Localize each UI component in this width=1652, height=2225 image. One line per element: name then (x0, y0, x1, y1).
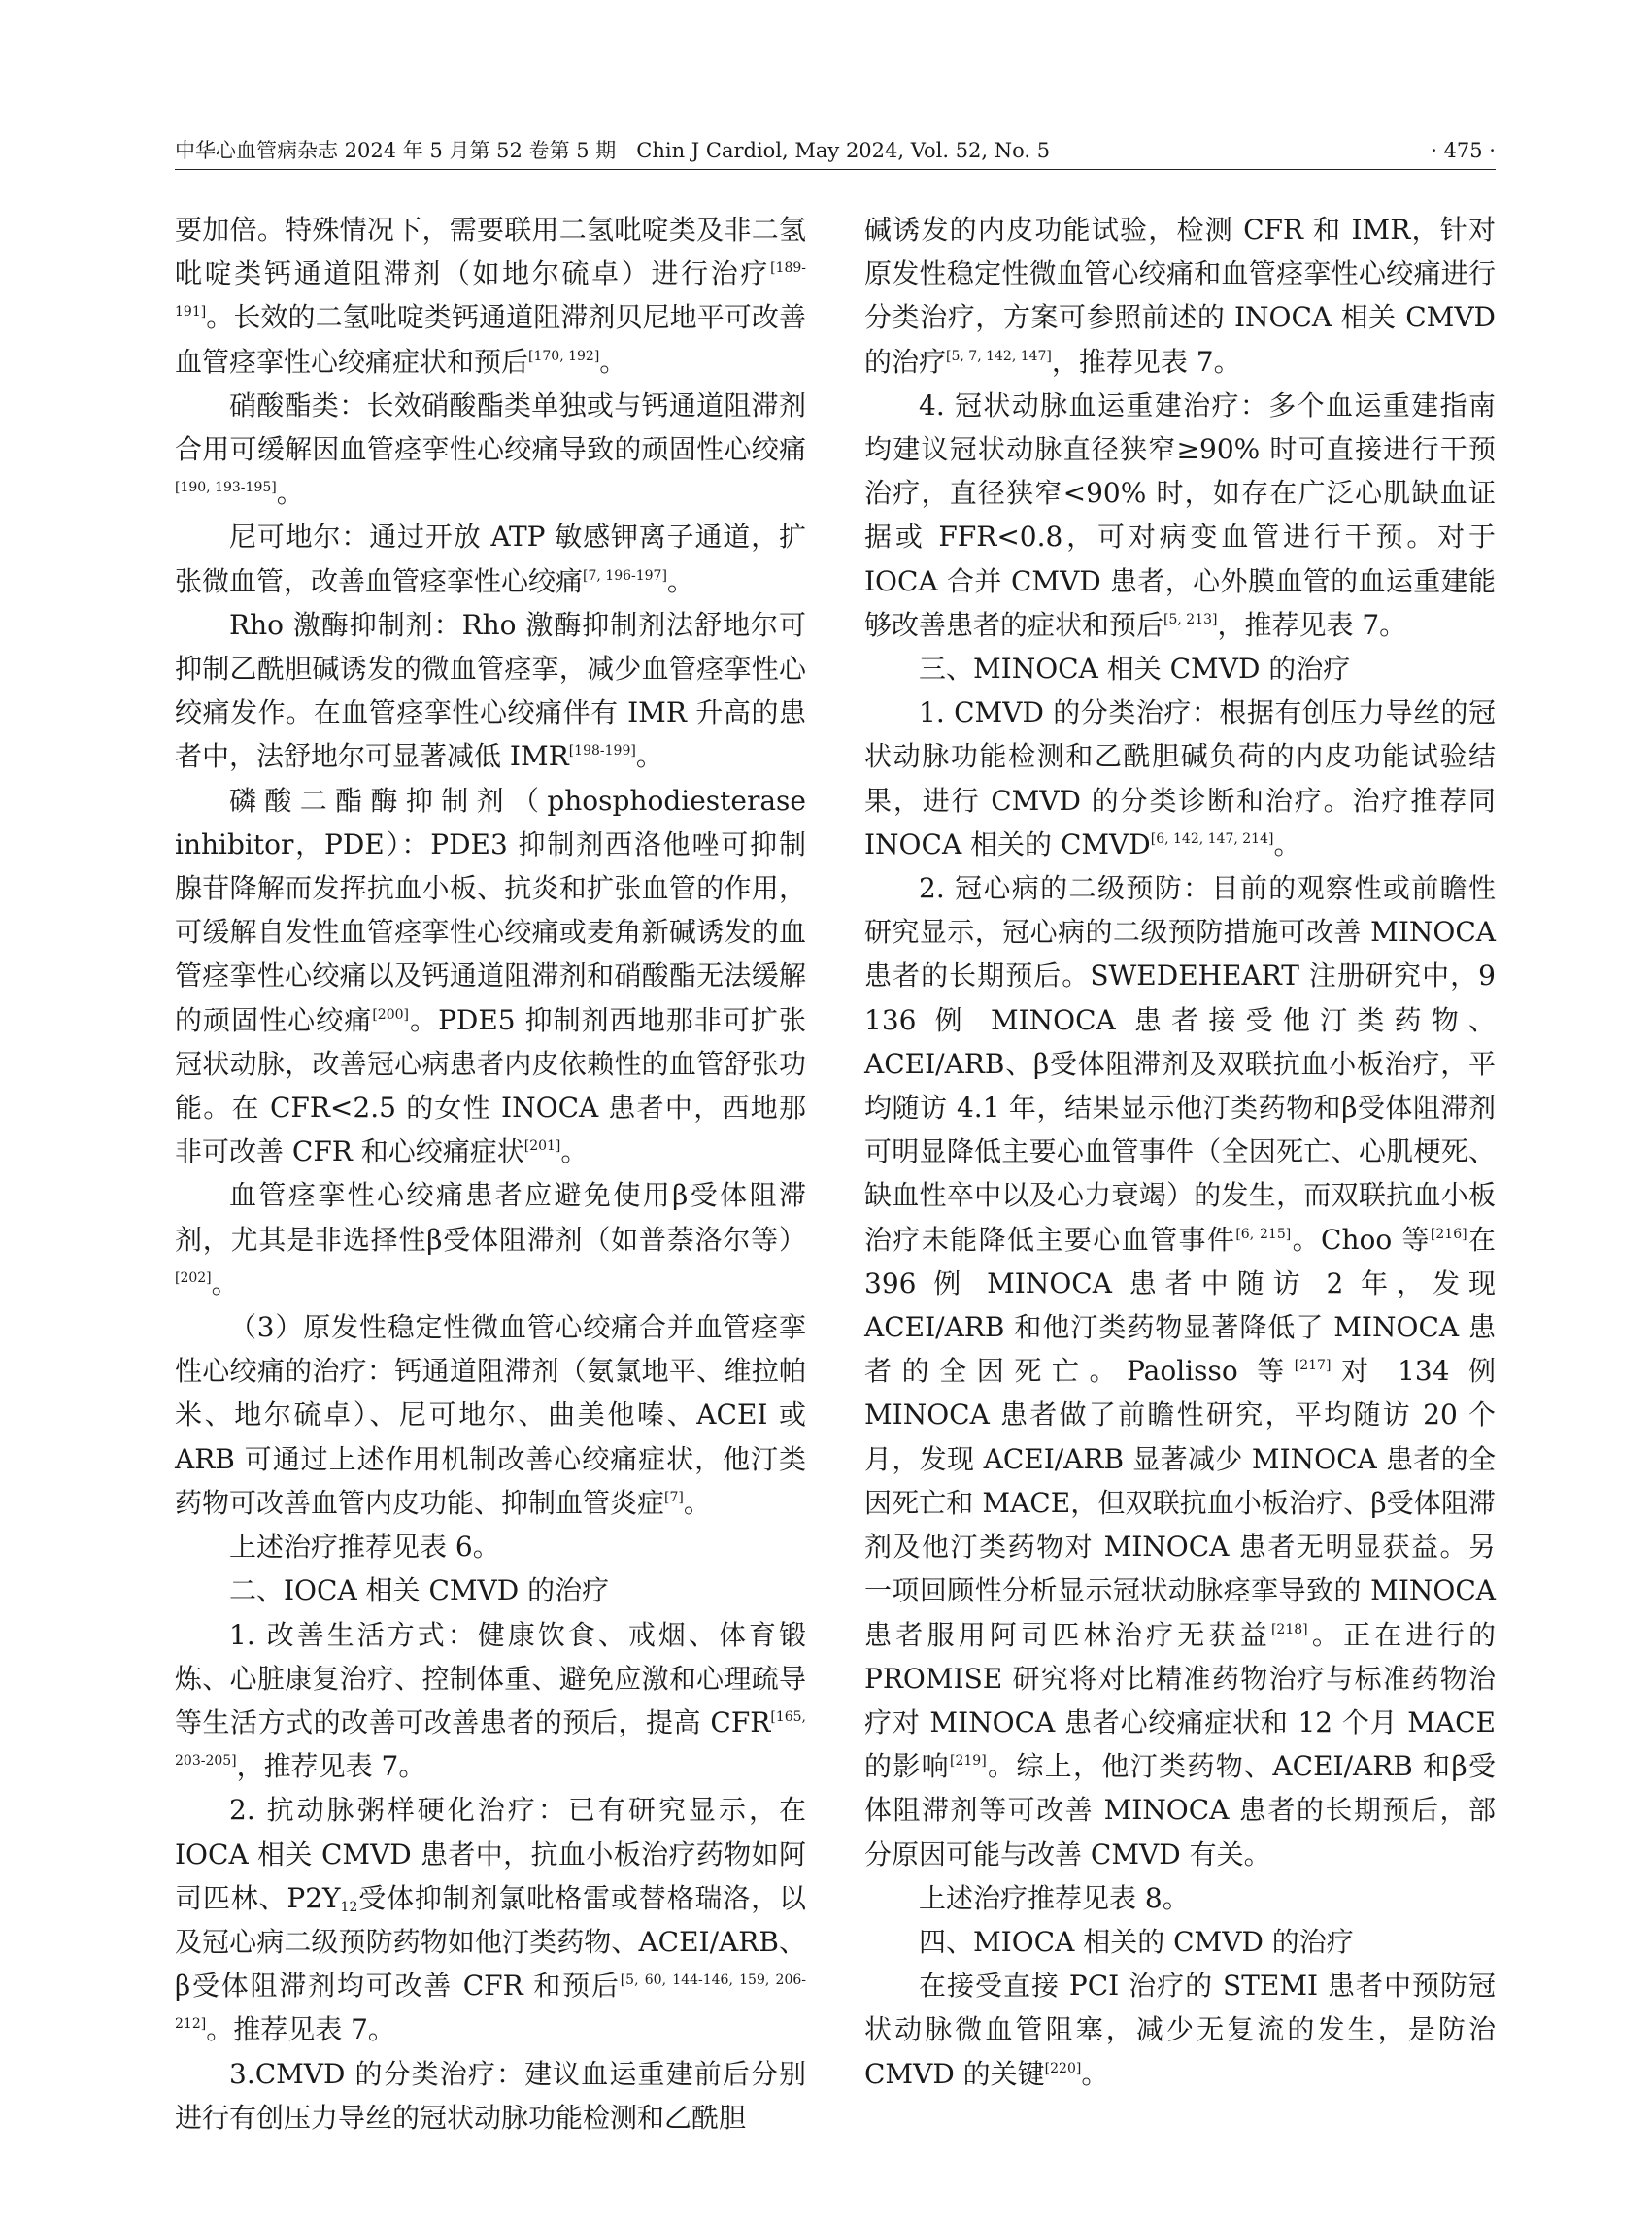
citation: [198-199] (568, 743, 636, 759)
header-rule (175, 169, 1496, 170)
paragraph: 2. 抗动脉粥样硬化治疗：已有研究显示，在 IOCA 相关 CMVD 患者中，抗血小板治疗药物如阿司匹林、$P2Y_{12}$受体抑制剂氯吡格雷或替格瑞洛，以及冠心病二级预防药物如他汀类药物、ACEI/ARB、β受体阻滞剂均可改善 CFR 和预后[5, 60, 144-146, 159, 206-212]。推荐见表 7。 (175, 1794, 806, 2046)
running-header (175, 134, 1496, 167)
left-column (175, 208, 806, 2140)
citation: [218] (1270, 1621, 1308, 1637)
paragraph: 尼可地尔：通过开放 ATP 敏感钾离子通道，扩张微血管，改善血管痉挛性心绞痛[7, 196-197]。 (175, 521, 806, 597)
citation: [5, 60, 144-146, 159, 206-212] (175, 1972, 806, 2033)
citation: [6, 142, 147, 214] (1150, 830, 1274, 847)
paragraph: Rho 激酶抑制剂：Rho 激酶抑制剂法舒地尔可抑制乙酰胆碱诱发的微血管痉挛，减少血管痉挛性心绞痛发作。在血管痉挛性心绞痛伴有 IMR 升高的患者中，法舒地尔可显著减低 IMR[198-199]。 (175, 608, 806, 773)
citation: [165, 203-205] (175, 1708, 806, 1770)
paragraph: 碱诱发的内皮功能试验，检测 CFR 和 IMR，针对原发性稳定性微血管心绞痛和血管痉挛性心绞痛进行分类治疗，方案可参照前述的 INOCA 相关 CMVD 的治疗[5, 7, 142, 147]，推荐见表 7。 (864, 214, 1496, 378)
paragraph: 4. 冠状动脉血运重建治疗：多个血运重建指南均建议冠状动脉直径狭窄≥90% 时可直接进行干预治疗，直径狭窄<90% 时，如存在广泛心肌缺血证据或 FFR<0.8，可对病变血管进行干预。对于 IOCA 合并 CMVD 患者，心外膜血管的血运重建能够改善患者的症状和预后[5, 213]，推荐见表 7。 (864, 388, 1496, 641)
citation: [189-191] (175, 260, 806, 320)
citation: [6, 215] (1235, 1226, 1292, 1242)
subscript: 12 (340, 1899, 358, 1915)
section-heading: 二、IOCA 相关 CMVD 的治疗 (229, 1574, 610, 1607)
section-heading: 四、MIOCA 相关的 CMVD 的治疗 (919, 1925, 1354, 1958)
paragraph: 磷酸二酯酶抑制剂（phosphodiesterase inhibitor，PDE）：PDE3 抑制剂西洛他唑可抑制腺苷降解而发挥抗血小板、抗炎和扩张血管的作用，可缓解自发性血管痉挛性心绞痛或麦角新碱诱发的血管痉挛性心绞痛以及钙通道阻滞剂和硝酸酯无法缓解的顽固性心绞痛[200]。PDE5 抑制剂西地那非可扩张冠状动脉，改善冠心病患者内皮依赖性的血管舒张功能。在 CFR<2.5 的女性 INOCA 患者中，西地那非可改善 CFR 和心绞痛症状[201]。 (175, 784, 806, 1168)
paragraph: 2. 冠心病的二级预防：目前的观察性或前瞻性研究显示，冠心病的二级预防措施可改善 MINOCA 患者的长期预后。SWEDEHEART 注册研究中，9 136 例 MINOCA 患者接受他汀类药物、ACEI/ARB、β受体阻滞剂及双联抗血小板治疗，平均随访 4.1 年，结果显示他汀类药物和β受体阻滞剂可明显降低主要心血管事件（全因死亡、心肌梗死、缺血性卒中以及心力衰竭）的发生，而双联抗血小板治疗未能降低主要心血管事件[6, 215]。Choo 等[216]在 396 例 MINOCA 患者中随访 2 年，发现 ACEI/ARB 和他汀类药物显著降低了 MINOCA 患者的全因死亡。Paolisso 等[217]对 134 例 MINOCA 患者做了前瞻性研究，平均随访 20 个月，发现 ACEI/ARB 显著减少 MINOCA 患者的全因死亡和 MACE，但双联抗血小板治疗、β受体阻滞剂及他汀类药物对 MINOCA 患者无明显获益。另一项回顾性分析显示冠状动脉痉挛导致的 MINOCA 患者服用阿司匹林治疗无获益[218]。正在进行的 PROMISE 研究将对比精准药物治疗与标准药物治疗对 MINOCA 患者心绞痛症状和 12 个月 MACE 的影响[219]。综上，他汀类药物、ACEI/ARB 和β受体阻滞剂等可改善 MINOCA 患者的长期预后，部分原因可能与改善 CMVD 有关。 (864, 872, 1496, 1871)
paragraph: 在接受直接 PCI 治疗的 STEMI 患者中预防冠状动脉微血管阻塞，减少无复流的发生，是防治 CMVD 的关键[220]。 (864, 1970, 1496, 2090)
citation: [7] (664, 1489, 684, 1505)
citation: [170, 192] (528, 348, 600, 364)
citation: [201] (523, 1138, 561, 1155)
citation: [200] (372, 1006, 409, 1023)
paragraph: 1. CMVD 的分类治疗：根据有创压力导丝的冠状动脉功能检测和乙酰胆碱负荷的内皮功能试验结果，进行 CMVD 的分类诊断和治疗。治疗推荐同 INOCA 相关的 CMVD[6, 142, 147, 214]。 (864, 696, 1496, 860)
page-number: · 475 · (1431, 139, 1496, 162)
citation: [190, 193-195] (175, 480, 277, 496)
paragraph: 3.CMVD 的分类治疗：建议血运重建前后分别进行有创压力导丝的冠状动脉功能检测和乙酰胆 (175, 2057, 806, 2134)
paragraph: 上述治疗推荐见表 6。 (229, 1531, 500, 1564)
citation: [216] (1430, 1226, 1467, 1242)
right-column (864, 208, 1496, 2096)
citation: [220] (1044, 2060, 1082, 2076)
journal-citation: 中华心血管病杂志 2024 年 5 月第 52 卷第 5 期 Chin J Cardiol, May 2024, Vol. 52, No. 5 (175, 139, 1051, 162)
paragraph: 上述治疗推荐见表 8。 (919, 1881, 1190, 1914)
paragraph: （3）原发性稳定性微血管心绞痛合并血管痉挛性心绞痛的治疗：钙通道阻滞剂（氨氯地平、维拉帕米、地尔硫卓）、尼可地尔、曲美他嗪、ACEI 或 ARB 可通过上述作用机制改善心绞痛症状，他汀类药物可改善血管内皮功能、抑制血管炎症[7]。 (175, 1311, 806, 1519)
citation: [7, 196-197] (583, 567, 667, 584)
citation: [5, 7, 142, 147] (946, 348, 1052, 364)
citation: [217] (1294, 1358, 1332, 1374)
citation: [5, 213] (1163, 611, 1218, 627)
section-heading: 三、MINOCA 相关 CMVD 的治疗 (919, 653, 1351, 686)
citation: [202] (175, 1269, 212, 1286)
paragraph: 硝酸酯类：长效硝酸酯类单独或与钙通道阻滞剂合用可缓解因血管痉挛性心绞痛导致的顽固性心绞痛[190, 193-195]。 (175, 388, 806, 510)
paragraph: 1. 改善生活方式：健康饮食、戒烟、体育锻炼、心脏康复治疗、控制体重、避免应激和心理疏导等生活方式的改善可改善患者的预后，提高 CFR[165, 203-205]，推荐见表 7。 (175, 1618, 806, 1783)
paragraph: 血管痉挛性心绞痛患者应避免使用β受体阻滞剂，尤其是非选择性β受体阻滞剂（如普萘洛尔等）[202]。 (175, 1179, 806, 1299)
citation: [219] (950, 1753, 987, 1770)
paragraph: 要加倍。特殊情况下，需要联用二氢吡啶类及非二氢吡啶类钙通道阻滞剂（如地尔硫卓）进行治疗[189-191]。长效的二氢吡啶类钙通道阻滞剂贝尼地平可改善血管痉挛性心绞痛症状和预后[170, 192]。 (175, 214, 806, 378)
